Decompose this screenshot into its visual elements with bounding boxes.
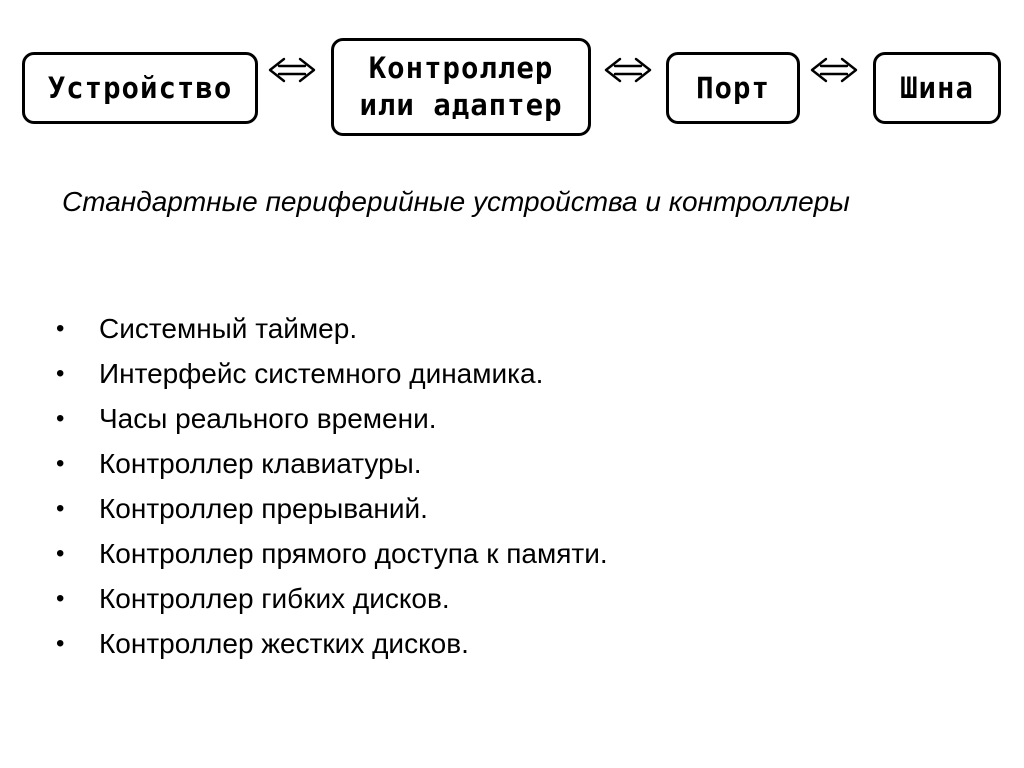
list-item-label: Интерфейс системного динамика.: [99, 358, 544, 389]
list-item-label: Контроллер жестких дисков.: [99, 628, 469, 659]
bullet-icon: •: [56, 630, 65, 657]
list-item: [56, 486, 608, 531]
bullet-icon: •: [56, 450, 65, 477]
double-arrow-icon: [264, 56, 320, 84]
list-item-label: Контроллер гибких дисков.: [99, 583, 450, 614]
device-box: Устройство: [22, 52, 258, 124]
list-item: [56, 351, 608, 396]
list-item-label: Контроллер прямого доступа к памяти.: [99, 538, 608, 569]
list-item: [56, 576, 608, 621]
list-item-label: Системный таймер.: [99, 313, 358, 344]
list-item: [56, 621, 608, 666]
bus-box: Шина: [873, 52, 1001, 124]
double-arrow-icon: [600, 56, 656, 84]
list-item: [56, 531, 608, 576]
devices-list: [56, 306, 608, 666]
list-item-label: Часы реального времени.: [99, 403, 437, 434]
bullet-icon: •: [56, 585, 65, 612]
double-arrow-icon: [806, 56, 862, 84]
list-item-label: Контроллер прерываний.: [99, 493, 428, 524]
bullet-icon: •: [56, 540, 65, 567]
list-item: [56, 441, 608, 486]
bullet-icon: •: [56, 495, 65, 522]
device-chain-diagram: [0, 0, 1024, 150]
list-item: [56, 396, 608, 441]
port-box: Порт: [666, 52, 800, 124]
list-item: [56, 306, 608, 351]
controller-box: Контроллер или адаптер: [331, 38, 591, 136]
bullet-icon: •: [56, 360, 65, 387]
bullet-icon: •: [56, 315, 65, 342]
bullet-icon: •: [56, 405, 65, 432]
section-heading: Стандартные периферийные устройства и контроллеры: [62, 186, 850, 217]
list-item-label: Контроллер клавиатуры.: [99, 448, 422, 479]
